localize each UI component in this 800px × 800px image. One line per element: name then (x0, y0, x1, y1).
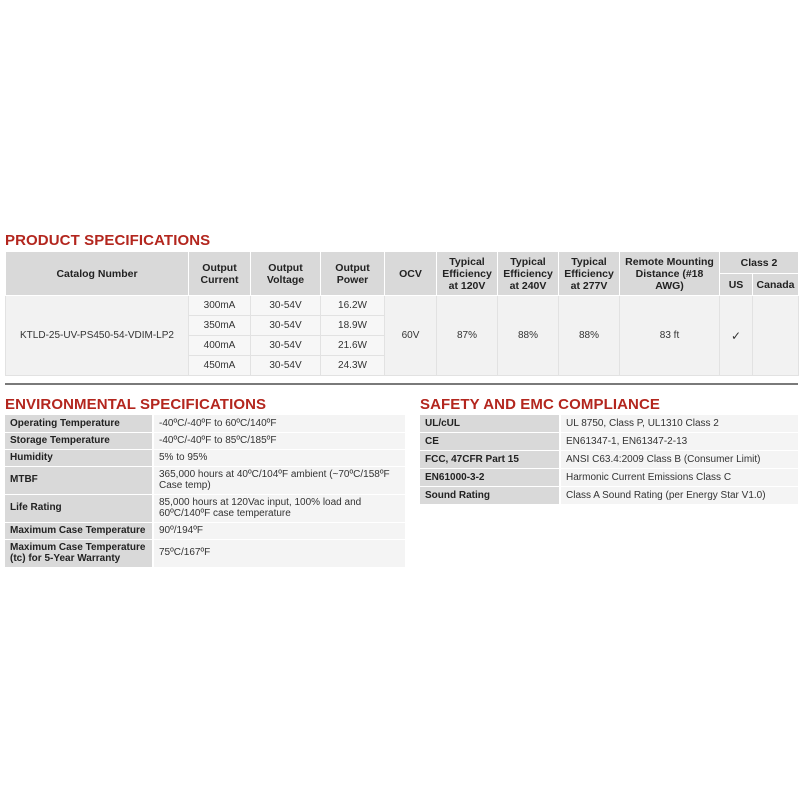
header-output-current: Output Current (189, 252, 251, 296)
safety-label: Sound Rating (420, 487, 560, 505)
env-value: 85,000 hours at 120Vac input, 100% load and 60ºC/140ºF case temperature (153, 494, 405, 522)
header-output-power: Output Power (321, 252, 385, 296)
header-remote-mounting-distance: Remote Mounting Distance (#18 AWG) (620, 252, 720, 296)
output-current-cell: 350mA (189, 316, 251, 336)
output-voltage-cell: 30-54V (251, 316, 321, 336)
class2-canada-cell (753, 296, 799, 376)
output-current-cell: 400mA (189, 336, 251, 356)
output-power-cell: 16.2W (321, 296, 385, 316)
section-divider (5, 383, 798, 385)
header-catalog-number: Catalog Number (6, 252, 189, 296)
table-row (6, 296, 799, 316)
table-row (420, 487, 798, 505)
env-label: Storage Temperature (5, 432, 153, 449)
env-value: 90º/194ºF (153, 522, 405, 539)
header-output-voltage: Output Voltage (251, 252, 321, 296)
safety-value: UL 8750, Class P, UL1310 Class 2 (560, 415, 798, 433)
product-specifications-table (5, 251, 799, 376)
env-label: MTBF (5, 466, 153, 494)
output-voltage-cell: 30-54V (251, 336, 321, 356)
header-efficiency-277v: Typical Efficiency at 277V (559, 252, 620, 296)
safety-label: CE (420, 433, 560, 451)
table-row (5, 415, 405, 432)
header-ocv: OCV (385, 252, 437, 296)
table-row (5, 494, 405, 522)
table-row (420, 451, 798, 469)
product-specifications-title: PRODUCT SPECIFICATIONS (5, 232, 211, 249)
safety-label: UL/cUL (420, 415, 560, 433)
env-value: -40ºC/-40ºF to 60ºC/140ºF (153, 415, 405, 432)
env-label: Humidity (5, 449, 153, 466)
safety-emc-title: SAFETY AND EMC COMPLIANCE (420, 396, 661, 413)
table-row (5, 522, 405, 539)
output-voltage-cell: 30-54V (251, 296, 321, 316)
table-row (5, 432, 405, 449)
safety-label: EN61000-3-2 (420, 469, 560, 487)
env-label: Maximum Case Temperature (tc) for 5-Year Warranty (5, 539, 153, 567)
output-power-cell: 24.3W (321, 356, 385, 376)
env-value: -40ºC/-40ºF to 85ºC/185ºF (153, 432, 405, 449)
efficiency-240v-cell: 88% (498, 296, 559, 376)
safety-emc-table (420, 415, 798, 505)
env-value: 365,000 hours at 40ºC/104ºF ambient (~70ºC/158ºF Case temp) (153, 466, 405, 494)
header-efficiency-240v: Typical Efficiency at 240V (498, 252, 559, 296)
efficiency-120v-cell: 87% (437, 296, 498, 376)
output-current-cell: 450mA (189, 356, 251, 376)
safety-value: EN61347-1, EN61347-2-13 (560, 433, 798, 451)
table-row (5, 539, 405, 567)
env-label: Maximum Case Temperature (5, 522, 153, 539)
table-row (420, 469, 798, 487)
safety-label: FCC, 47CFR Part 15 (420, 451, 560, 469)
remote-distance-cell: 83 ft (620, 296, 720, 376)
safety-value: Class A Sound Rating (per Energy Star V1.0) (560, 487, 798, 505)
catalog-number-cell: KTLD-25-UV-PS450-54-VDIM-LP2 (6, 296, 189, 376)
environmental-specifications-table (5, 415, 405, 568)
table-row (420, 433, 798, 451)
safety-value: Harmonic Current Emissions Class C (560, 469, 798, 487)
output-power-cell: 21.6W (321, 336, 385, 356)
header-class-2: Class 2 (720, 252, 799, 274)
table-row (5, 449, 405, 466)
header-class2-canada: Canada (753, 274, 799, 296)
efficiency-277v-cell: 88% (559, 296, 620, 376)
env-label: Life Rating (5, 494, 153, 522)
env-label: Operating Temperature (5, 415, 153, 432)
class2-us-check-icon: ✓ (720, 296, 753, 376)
output-current-cell: 300mA (189, 296, 251, 316)
output-voltage-cell: 30-54V (251, 356, 321, 376)
env-value: 5% to 95% (153, 449, 405, 466)
ocv-cell: 60V (385, 296, 437, 376)
table-row (5, 466, 405, 494)
header-efficiency-120v: Typical Efficiency at 120V (437, 252, 498, 296)
output-power-cell: 18.9W (321, 316, 385, 336)
header-class2-us: US (720, 274, 753, 296)
env-value: 75ºC/167ºF (153, 539, 405, 567)
environmental-specifications-title: ENVIRONMENTAL SPECIFICATIONS (5, 396, 267, 413)
table-row (420, 415, 798, 433)
safety-value: ANSI C63.4:2009 Class B (Consumer Limit) (560, 451, 798, 469)
